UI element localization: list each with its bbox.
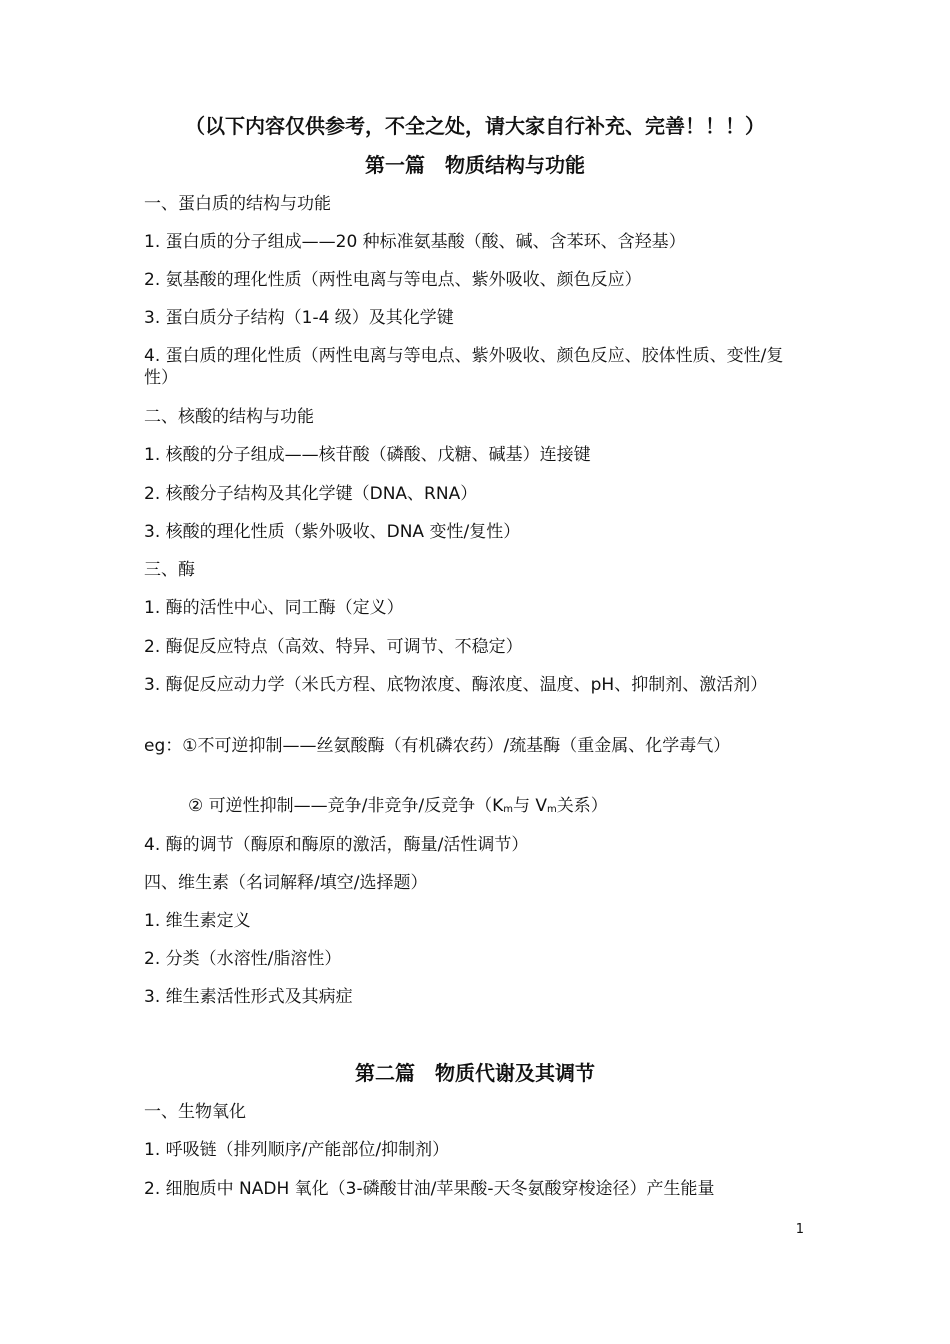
list-item: 2. 细胞质中 NADH 氧化（3-磷酸甘油/苹果酸-天冬氨酸穿梭途径）产生能量 xyxy=(144,1179,715,1199)
part2-title: 第二篇 物质代谢及其调节 xyxy=(355,1061,595,1085)
reversible-prefix: ② 可逆性抑制——竞争/非竞争/反竞争（K xyxy=(188,796,504,816)
list-item: 3. 蛋白质分子结构（1-4 级）及其化学键 xyxy=(144,308,454,328)
list-item: 3. 维生素活性形式及其病症 xyxy=(144,987,353,1007)
km-subscript: m xyxy=(503,804,513,815)
list-item: 1. 呼吸链（排列顺序/产能部位/抑制剂） xyxy=(144,1140,450,1160)
reversible-suffix: 关系） xyxy=(556,796,608,816)
list-item: 2. 核酸分子结构及其化学键（DNA、RNA） xyxy=(144,484,478,504)
list-item: 2. 酶促反应特点（高效、特异、可调节、不稳定） xyxy=(144,637,523,657)
reversible-mid: 与 V xyxy=(513,796,548,816)
disclaimer-note: （以下内容仅供参考，不全之处，请大家自行补充、完善！！！） xyxy=(185,114,765,138)
list-item: 1. 蛋白质的分子组成——20 种标准氨基酸（酸、碱、含苯环、含羟基） xyxy=(144,232,686,252)
section-heading: 四、维生素（名词解释/填空/选择题） xyxy=(144,873,428,893)
list-item: 4. 酶的调节（酶原和酶原的激活，酶量/活性调节） xyxy=(144,835,529,855)
reversible-inhibition-item xyxy=(188,795,804,821)
section-heading: 一、生物氧化 xyxy=(144,1102,246,1122)
section-heading: 一、蛋白质的结构与功能 xyxy=(144,194,331,214)
list-item: 3. 酶促反应动力学（米氏方程、底物浓度、酶浓度、温度、pH、抑制剂、激活剂） xyxy=(144,675,768,695)
part1-title: 第一篇 物质结构与功能 xyxy=(365,153,585,177)
example-item: eg：①不可逆抑制——丝氨酸酶（有机磷农药）/巯基酶（重金属、化学毒气） xyxy=(144,736,731,756)
section-heading: 三、酶 xyxy=(144,560,195,580)
vm-subscript: m xyxy=(547,804,557,815)
list-item: 1. 酶的活性中心、同工酶（定义） xyxy=(144,598,404,618)
list-item: 2. 分类（水溶性/脂溶性） xyxy=(144,949,342,969)
list-item: 1. 核酸的分子组成——核苷酸（磷酸、戊糖、碱基）连接键 xyxy=(144,445,591,465)
list-item: 1. 维生素定义 xyxy=(144,911,251,931)
list-item: 2. 氨基酸的理化性质（两性电离与等电点、紫外吸收、颜色反应） xyxy=(144,270,642,290)
list-item: 3. 核酸的理化性质（紫外吸收、DNA 变性/复性） xyxy=(144,522,521,542)
page-number: 1 xyxy=(795,1222,804,1237)
section-heading: 二、核酸的结构与功能 xyxy=(144,407,314,427)
list-item: 4. 蛋白质的理化性质（两性电离与等电点、紫外吸收、颜色反应、胶体性质、变性/复性） xyxy=(144,346,784,388)
